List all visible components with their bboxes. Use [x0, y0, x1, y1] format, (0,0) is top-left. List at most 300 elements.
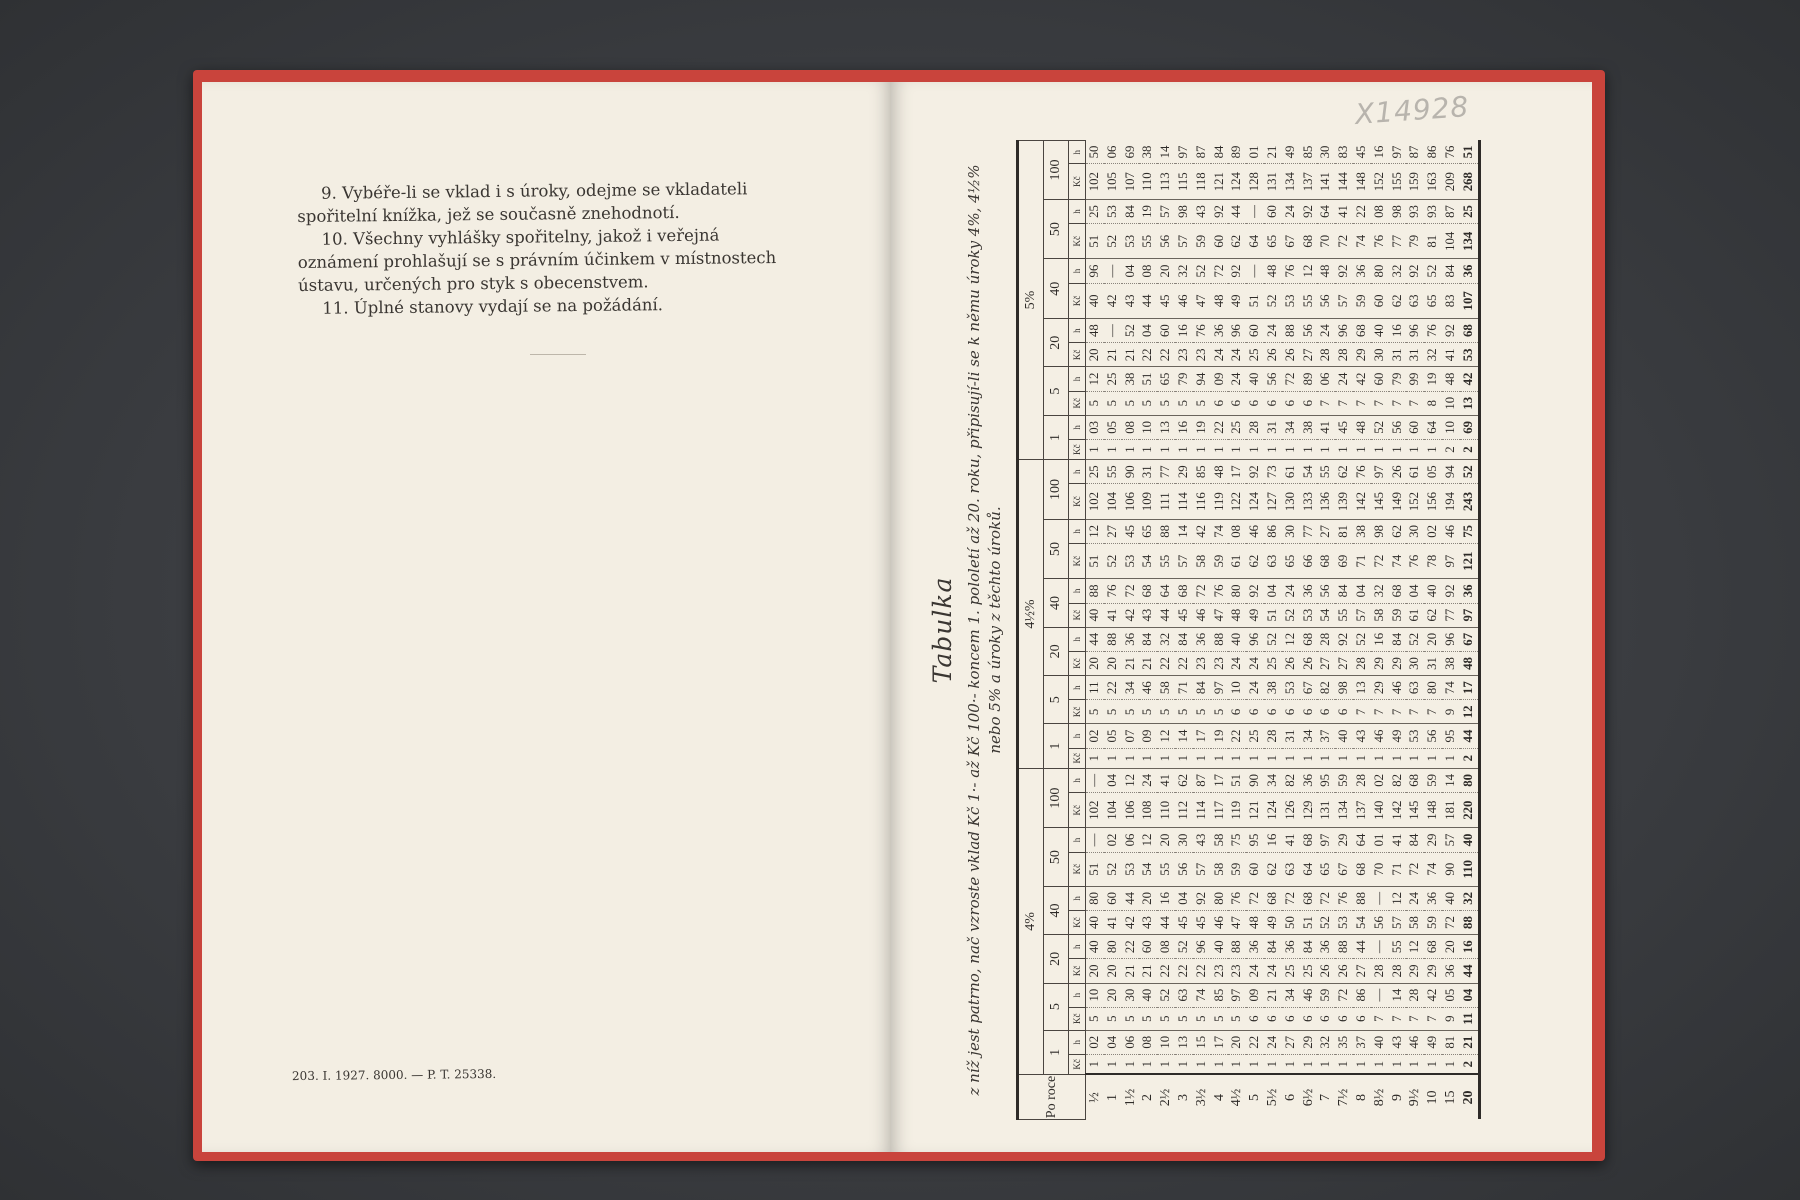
- kc-cell: 1: [1389, 1054, 1407, 1074]
- years-cell: 20: [1460, 1075, 1479, 1120]
- h-cell: 31: [1264, 415, 1282, 439]
- kc-cell: 72: [1442, 910, 1460, 934]
- kc-cell: 128: [1246, 164, 1264, 199]
- h-cell: 59: [1424, 768, 1442, 792]
- h-cell: 89: [1228, 141, 1246, 164]
- kc-cell: 1: [1300, 748, 1318, 768]
- table-row: [1104, 141, 1122, 1120]
- h-cell: 72: [1335, 983, 1353, 1007]
- h-cell: 04: [1264, 579, 1282, 603]
- unit-kc-header: Kč: [1069, 484, 1086, 519]
- h-cell: 29: [1371, 676, 1389, 700]
- h-cell: 21: [1460, 1030, 1479, 1054]
- h-cell: 40: [1228, 627, 1246, 651]
- h-cell: 27: [1104, 519, 1122, 543]
- h-cell: 20: [1442, 935, 1460, 959]
- kc-cell: 121: [1460, 543, 1479, 578]
- kc-cell: 110: [1460, 852, 1479, 886]
- h-cell: 52: [1460, 460, 1479, 484]
- h-cell: 17: [1211, 1030, 1229, 1054]
- h-cell: 36: [1300, 579, 1318, 603]
- kc-cell: 155: [1389, 164, 1407, 199]
- h-cell: 92: [1442, 319, 1460, 343]
- kc-cell: 29: [1424, 959, 1442, 983]
- h-cell: 17: [1193, 724, 1211, 748]
- kc-cell: 24: [1228, 651, 1246, 675]
- table-row: [1317, 141, 1335, 1120]
- amount-header: 20: [1044, 319, 1069, 367]
- h-cell: 60: [1264, 199, 1282, 223]
- h-cell: 94: [1442, 460, 1460, 484]
- kc-cell: 45: [1193, 910, 1211, 934]
- h-cell: 12: [1086, 519, 1104, 543]
- kc-cell: 47: [1228, 910, 1246, 934]
- kc-cell: 1: [1282, 439, 1300, 459]
- h-cell: 34: [1122, 676, 1140, 700]
- kc-cell: 69: [1335, 543, 1353, 578]
- paragraph-10: 10. Všechny vyhlášky spořitelny, jakož i veřejná oznámení prohlašují se s právním účinkem v místnostech ústavu, určených pro styk s obecenstvem.: [297, 225, 777, 295]
- kc-cell: 74: [1353, 224, 1371, 259]
- kc-cell: 159: [1406, 164, 1424, 199]
- h-cell: 92: [1335, 627, 1353, 651]
- kc-cell: 41: [1104, 603, 1122, 627]
- h-cell: 24: [1406, 886, 1424, 910]
- kc-cell: 5: [1157, 391, 1175, 415]
- h-cell: 20: [1424, 627, 1442, 651]
- h-cell: 25: [1086, 199, 1104, 223]
- kc-cell: 5: [1139, 391, 1157, 415]
- h-cell: 48: [1353, 415, 1371, 439]
- h-cell: 76: [1193, 319, 1211, 343]
- kc-cell: 5: [1139, 1007, 1157, 1030]
- h-cell: 72: [1211, 259, 1229, 283]
- kc-cell: 1: [1246, 1054, 1264, 1074]
- divider: [530, 354, 586, 355]
- kc-cell: 59: [1211, 543, 1229, 578]
- h-cell: 22: [1104, 676, 1122, 700]
- h-cell: 30: [1175, 828, 1193, 852]
- unit-kc-header: Kč: [1069, 439, 1086, 459]
- h-cell: 28: [1264, 724, 1282, 748]
- kc-cell: 5: [1157, 1007, 1175, 1030]
- unit-kc-header: Kč: [1069, 224, 1086, 259]
- kc-cell: 49: [1246, 603, 1264, 627]
- h-cell: 04: [1122, 259, 1140, 283]
- kc-cell: 52: [1104, 543, 1122, 578]
- kc-cell: 6: [1282, 391, 1300, 415]
- kc-cell: 67: [1282, 224, 1300, 259]
- kc-cell: 28: [1389, 959, 1407, 983]
- kc-cell: 29: [1353, 343, 1371, 367]
- h-cell: 62: [1389, 519, 1407, 543]
- h-cell: 77: [1300, 519, 1318, 543]
- kc-cell: 21: [1104, 343, 1122, 367]
- unit-h-header: h: [1069, 519, 1086, 543]
- kc-cell: 7: [1389, 391, 1407, 415]
- kc-cell: 1: [1211, 1054, 1229, 1074]
- unit-h-header: h: [1069, 199, 1086, 223]
- table-row: [1424, 141, 1442, 1120]
- kc-cell: 5: [1175, 1007, 1193, 1030]
- h-cell: 10: [1442, 415, 1460, 439]
- kc-cell: 1: [1104, 439, 1122, 459]
- h-cell: 19: [1424, 367, 1442, 391]
- h-cell: 16: [1389, 319, 1407, 343]
- kc-cell: 72: [1371, 543, 1389, 578]
- h-cell: 76: [1335, 886, 1353, 910]
- kc-cell: 28: [1353, 651, 1371, 675]
- h-cell: 20: [1139, 886, 1157, 910]
- kc-cell: 20: [1086, 959, 1104, 983]
- h-cell: 41: [1389, 828, 1407, 852]
- h-cell: 63: [1406, 676, 1424, 700]
- kc-cell: 22: [1157, 959, 1175, 983]
- h-cell: 98: [1371, 519, 1389, 543]
- h-cell: 42: [1353, 367, 1371, 391]
- h-cell: 57: [1157, 199, 1175, 223]
- table-row: [1086, 141, 1104, 1120]
- years-cell: 1½: [1122, 1075, 1140, 1120]
- years-cell: 7½: [1335, 1075, 1353, 1120]
- kc-cell: 7: [1317, 391, 1335, 415]
- kc-cell: 7: [1406, 391, 1424, 415]
- kc-cell: 149: [1389, 484, 1407, 519]
- h-cell: 58: [1157, 676, 1175, 700]
- h-cell: 24: [1335, 367, 1353, 391]
- kc-cell: 1: [1193, 748, 1211, 768]
- h-cell: 86: [1353, 983, 1371, 1007]
- kc-cell: 68: [1300, 224, 1318, 259]
- h-cell: 59: [1317, 983, 1335, 1007]
- h-cell: 75: [1460, 519, 1479, 543]
- kc-cell: 27: [1353, 959, 1371, 983]
- h-cell: 84: [1406, 828, 1424, 852]
- kc-cell: 1: [1317, 748, 1335, 768]
- h-cell: 62: [1335, 460, 1353, 484]
- kc-cell: 111: [1157, 484, 1175, 519]
- kc-cell: 54: [1353, 910, 1371, 934]
- h-cell: 10: [1157, 1030, 1175, 1054]
- kc-cell: 122: [1228, 484, 1246, 519]
- h-cell: 61: [1282, 460, 1300, 484]
- h-cell: 67: [1300, 676, 1318, 700]
- h-cell: 08: [1371, 199, 1389, 223]
- table-row: [1157, 141, 1175, 1120]
- kc-cell: 6: [1211, 391, 1229, 415]
- h-cell: 37: [1317, 724, 1335, 748]
- h-cell: —: [1246, 199, 1264, 223]
- h-cell: 95: [1317, 768, 1335, 792]
- h-cell: 46: [1389, 676, 1407, 700]
- kc-cell: 20: [1104, 651, 1122, 675]
- h-cell: 69: [1122, 141, 1140, 164]
- kc-cell: 51: [1264, 603, 1282, 627]
- kc-cell: 134: [1282, 164, 1300, 199]
- kc-cell: 36: [1442, 959, 1460, 983]
- kc-cell: 127: [1264, 484, 1282, 519]
- h-cell: 45: [1335, 415, 1353, 439]
- h-cell: 79: [1389, 367, 1407, 391]
- paragraph-11: 11. Úplné stanovy vydají se na požádání.: [322, 295, 664, 318]
- h-cell: 46: [1442, 519, 1460, 543]
- h-cell: 40: [1335, 724, 1353, 748]
- kc-cell: 102: [1086, 792, 1104, 827]
- h-cell: 65: [1139, 519, 1157, 543]
- amount-header: 5: [1044, 676, 1069, 724]
- kc-cell: 5: [1104, 1007, 1122, 1030]
- h-cell: 38: [1122, 367, 1140, 391]
- kc-cell: 28: [1335, 343, 1353, 367]
- kc-cell: 115: [1175, 164, 1193, 199]
- h-cell: 74: [1442, 676, 1460, 700]
- kc-cell: 38: [1442, 651, 1460, 675]
- kc-cell: 53: [1300, 603, 1318, 627]
- h-cell: 36: [1300, 768, 1318, 792]
- kc-cell: 13: [1460, 391, 1479, 415]
- kc-cell: 7: [1371, 391, 1389, 415]
- kc-cell: 134: [1460, 224, 1479, 259]
- h-cell: 25: [1086, 460, 1104, 484]
- kc-cell: 6: [1335, 1007, 1353, 1030]
- kc-cell: 243: [1460, 484, 1479, 519]
- h-cell: —: [1086, 768, 1104, 792]
- h-cell: 40: [1211, 935, 1229, 959]
- kc-cell: 6: [1282, 1007, 1300, 1030]
- h-cell: 40: [1371, 1030, 1389, 1054]
- kc-cell: 40: [1086, 910, 1104, 934]
- kc-cell: 130: [1282, 484, 1300, 519]
- kc-cell: 42: [1122, 910, 1140, 934]
- h-cell: 64: [1157, 579, 1175, 603]
- kc-cell: 114: [1175, 484, 1193, 519]
- kc-cell: 106: [1122, 484, 1140, 519]
- kc-cell: 104: [1104, 484, 1122, 519]
- paragraph-9: 9. Vybéře-li se vklad i s úroky, odejme se vkladateli spořitelní knížka, jež se současně znehodnotí.: [297, 179, 748, 226]
- kc-cell: 9: [1442, 700, 1460, 724]
- kc-cell: 45: [1175, 603, 1193, 627]
- kc-cell: 61: [1406, 603, 1424, 627]
- h-cell: 75: [1228, 828, 1246, 852]
- h-cell: 24: [1264, 1030, 1282, 1054]
- kc-cell: 6: [1228, 700, 1246, 724]
- h-cell: 43: [1389, 1030, 1407, 1054]
- kc-cell: 1: [1086, 439, 1104, 459]
- h-cell: 02: [1424, 519, 1442, 543]
- kc-cell: 6: [1300, 391, 1318, 415]
- kc-cell: 5: [1211, 1007, 1229, 1030]
- h-cell: 36: [1353, 259, 1371, 283]
- h-cell: 61: [1406, 460, 1424, 484]
- kc-cell: 20: [1104, 959, 1122, 983]
- h-cell: 24: [1317, 319, 1335, 343]
- h-cell: 02: [1086, 724, 1104, 748]
- kc-cell: 63: [1282, 852, 1300, 886]
- kc-cell: 1: [1424, 439, 1442, 459]
- h-cell: 36: [1211, 319, 1229, 343]
- kc-cell: 26: [1264, 343, 1282, 367]
- unit-h-header: h: [1069, 1030, 1086, 1054]
- unit-kc-header: Kč: [1069, 910, 1086, 934]
- table-row: [1300, 141, 1318, 1120]
- h-cell: 04: [1460, 983, 1479, 1007]
- h-cell: 80: [1460, 768, 1479, 792]
- h-cell: 09: [1139, 724, 1157, 748]
- h-cell: 22: [1246, 1030, 1264, 1054]
- kc-cell: 67: [1335, 852, 1353, 886]
- kc-cell: 12: [1460, 700, 1479, 724]
- kc-cell: 27: [1335, 651, 1353, 675]
- kc-cell: 7: [1335, 391, 1353, 415]
- kc-cell: 5: [1139, 700, 1157, 724]
- kc-cell: 56: [1175, 852, 1193, 886]
- kc-cell: 63: [1406, 283, 1424, 318]
- kc-cell: 104: [1104, 792, 1122, 827]
- h-cell: 06: [1122, 1030, 1140, 1054]
- h-cell: 04: [1104, 768, 1122, 792]
- kc-cell: 136: [1317, 484, 1335, 519]
- h-cell: 48: [1086, 319, 1104, 343]
- h-cell: 84: [1300, 935, 1318, 959]
- kc-cell: 117: [1211, 792, 1229, 827]
- table-row: [1122, 141, 1140, 1120]
- years-cell: 8: [1353, 1075, 1371, 1120]
- h-cell: 82: [1282, 768, 1300, 792]
- kc-cell: 7: [1424, 700, 1442, 724]
- h-cell: 44: [1353, 935, 1371, 959]
- kc-cell: 1: [1300, 1054, 1318, 1074]
- h-cell: 81: [1442, 1030, 1460, 1054]
- unit-kc-header: Kč: [1069, 700, 1086, 724]
- h-cell: 54: [1300, 460, 1318, 484]
- h-cell: 98: [1335, 676, 1353, 700]
- kc-cell: 1: [1264, 439, 1282, 459]
- h-cell: 05: [1424, 460, 1442, 484]
- kc-cell: 74: [1424, 852, 1442, 886]
- kc-cell: 53: [1460, 343, 1479, 367]
- h-cell: 04: [1139, 319, 1157, 343]
- table-title: Tabulka: [928, 576, 957, 684]
- amount-header: 1: [1044, 1030, 1069, 1074]
- kc-cell: 5: [1104, 391, 1122, 415]
- kc-cell: 59: [1389, 603, 1407, 627]
- h-cell: 16: [1157, 886, 1175, 910]
- h-cell: 76: [1442, 141, 1460, 164]
- kc-cell: 44: [1460, 959, 1479, 983]
- kc-cell: 23: [1193, 343, 1211, 367]
- h-cell: 27: [1282, 1030, 1300, 1054]
- kc-cell: 30: [1406, 651, 1424, 675]
- kc-cell: 1: [1317, 1054, 1335, 1074]
- h-cell: 30: [1317, 141, 1335, 164]
- kc-cell: 62: [1389, 283, 1407, 318]
- h-cell: 92: [1211, 199, 1229, 223]
- amount-header: 100: [1044, 141, 1069, 200]
- kc-cell: 40: [1086, 603, 1104, 627]
- h-cell: 68: [1353, 319, 1371, 343]
- h-cell: 08: [1228, 519, 1246, 543]
- kc-cell: 5: [1175, 391, 1193, 415]
- kc-cell: 6: [1335, 700, 1353, 724]
- kc-cell: 6: [1353, 1007, 1371, 1030]
- h-cell: 56: [1300, 319, 1318, 343]
- h-cell: 40: [1246, 367, 1264, 391]
- kc-cell: 45: [1157, 283, 1175, 318]
- h-cell: 80: [1104, 935, 1122, 959]
- kc-cell: 7: [1406, 700, 1424, 724]
- h-cell: 34: [1264, 768, 1282, 792]
- kc-cell: 26: [1300, 651, 1318, 675]
- kc-cell: 31: [1389, 343, 1407, 367]
- h-cell: 25: [1246, 724, 1264, 748]
- h-cell: 14: [1442, 768, 1460, 792]
- h-cell: 72: [1317, 886, 1335, 910]
- h-cell: 24: [1282, 579, 1300, 603]
- h-cell: 53: [1104, 199, 1122, 223]
- h-cell: 98: [1389, 199, 1407, 223]
- h-cell: 96: [1335, 319, 1353, 343]
- h-cell: 25: [1228, 415, 1246, 439]
- unit-kc-header: Kč: [1069, 959, 1086, 983]
- kc-cell: 6: [1282, 700, 1300, 724]
- kc-cell: 124: [1246, 484, 1264, 519]
- kc-cell: 119: [1211, 484, 1229, 519]
- h-cell: 20: [1157, 259, 1175, 283]
- kc-cell: 62: [1264, 852, 1282, 886]
- table-row: [1353, 141, 1371, 1120]
- years-cell: 9: [1389, 1075, 1407, 1120]
- unit-kc-header: Kč: [1069, 603, 1086, 627]
- h-cell: 84: [1211, 141, 1229, 164]
- kc-cell: 72: [1335, 224, 1353, 259]
- h-cell: 88: [1211, 627, 1229, 651]
- h-cell: 01: [1371, 828, 1389, 852]
- h-cell: 87: [1193, 768, 1211, 792]
- h-cell: 49: [1389, 724, 1407, 748]
- kc-cell: 181: [1442, 792, 1460, 827]
- rate-header: 4½%: [1018, 460, 1044, 769]
- h-cell: 27: [1317, 519, 1335, 543]
- kc-cell: 220: [1460, 792, 1479, 827]
- kc-cell: 5: [1193, 1007, 1211, 1030]
- kc-cell: 53: [1335, 910, 1353, 934]
- kc-cell: 1: [1175, 439, 1193, 459]
- kc-cell: 1: [1406, 748, 1424, 768]
- h-cell: 48: [1442, 367, 1460, 391]
- h-cell: 06: [1104, 141, 1122, 164]
- kc-cell: 1: [1122, 1054, 1140, 1074]
- kc-cell: 7: [1424, 1007, 1442, 1030]
- h-cell: 46: [1139, 676, 1157, 700]
- h-cell: 52: [1193, 259, 1211, 283]
- h-cell: 76: [1211, 579, 1229, 603]
- kc-cell: 133: [1300, 484, 1318, 519]
- kc-cell: 29: [1389, 651, 1407, 675]
- kc-cell: 43: [1139, 910, 1157, 934]
- h-cell: 04: [1175, 886, 1193, 910]
- h-cell: 73: [1264, 460, 1282, 484]
- kc-cell: 58: [1371, 603, 1389, 627]
- kc-cell: 52: [1282, 603, 1300, 627]
- unit-kc-header: Kč: [1069, 1054, 1086, 1074]
- table-row: [1389, 141, 1407, 1120]
- h-cell: 97: [1175, 141, 1193, 164]
- kc-cell: 148: [1353, 164, 1371, 199]
- kc-cell: 1: [1228, 748, 1246, 768]
- kc-cell: 47: [1193, 283, 1211, 318]
- table-row: [1139, 141, 1157, 1120]
- amount-header: 100: [1044, 768, 1069, 828]
- kc-cell: 88: [1460, 910, 1479, 934]
